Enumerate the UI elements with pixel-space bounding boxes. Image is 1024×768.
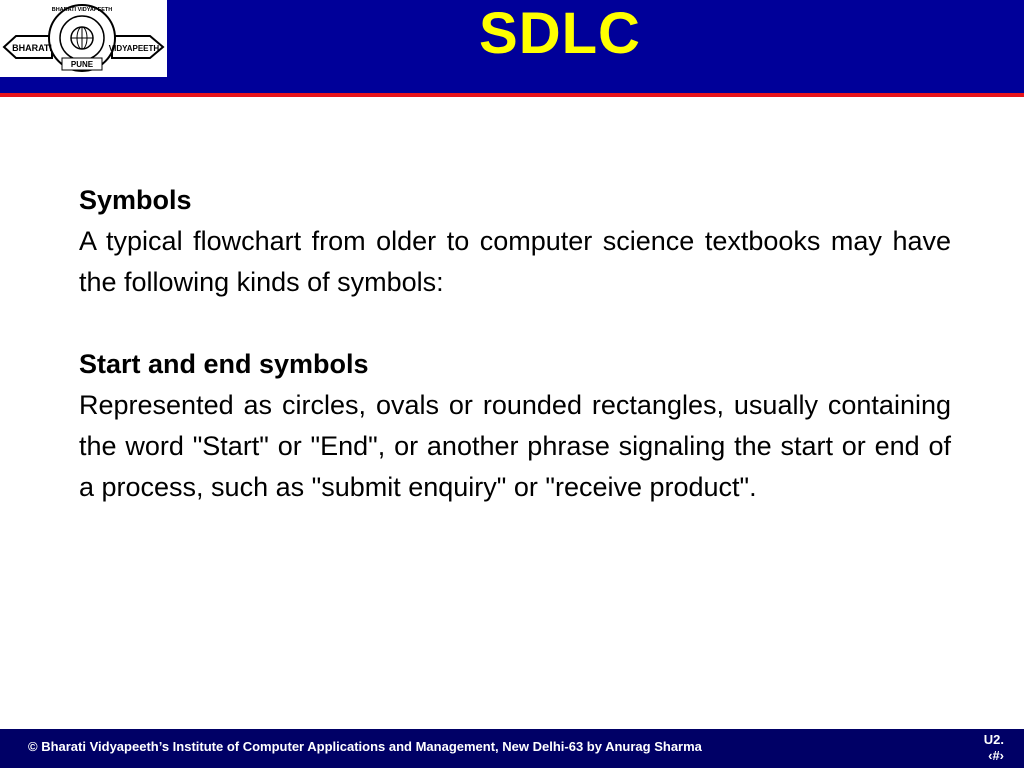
logo-right-text: VIDYAPEETH [108, 44, 160, 53]
logo-bottom-text: PUNE [70, 60, 94, 69]
footer-page-prefix: U2. [983, 732, 1004, 747]
slide-header [0, 0, 1024, 93]
slide-body [79, 180, 951, 508]
paragraph-spacer [79, 303, 951, 344]
footer-page-number [984, 732, 1004, 764]
section-text-symbols: A typical flowchart from older to computer science textbooks may have the following kinds of symbols: [79, 226, 951, 297]
footer-copyright: © Bharati Vidyapeeth’s Institute of Computer Applications and Management, New Delhi-63 by Anurag Sharma [28, 739, 702, 754]
section-heading-start-end: Start and end symbols [79, 349, 369, 379]
logo-arc-text: BHARATI VIDYAPEETH [51, 7, 113, 13]
slide-title: SDLC [479, 1, 641, 66]
header-divider [0, 93, 1024, 97]
footer-page-field: ‹#› [988, 748, 1004, 763]
section-text-start-end: Represented as circles, ovals or rounded rectangles, usually containing the word "Start" or "End", or another phrase signaling the start or end of a process, such as "submit enquiry" or "receive product". [79, 390, 951, 502]
logo-left-text: BHARATI [12, 43, 52, 53]
section-heading-symbols: Symbols [79, 185, 192, 215]
slide-footer [0, 729, 1024, 768]
